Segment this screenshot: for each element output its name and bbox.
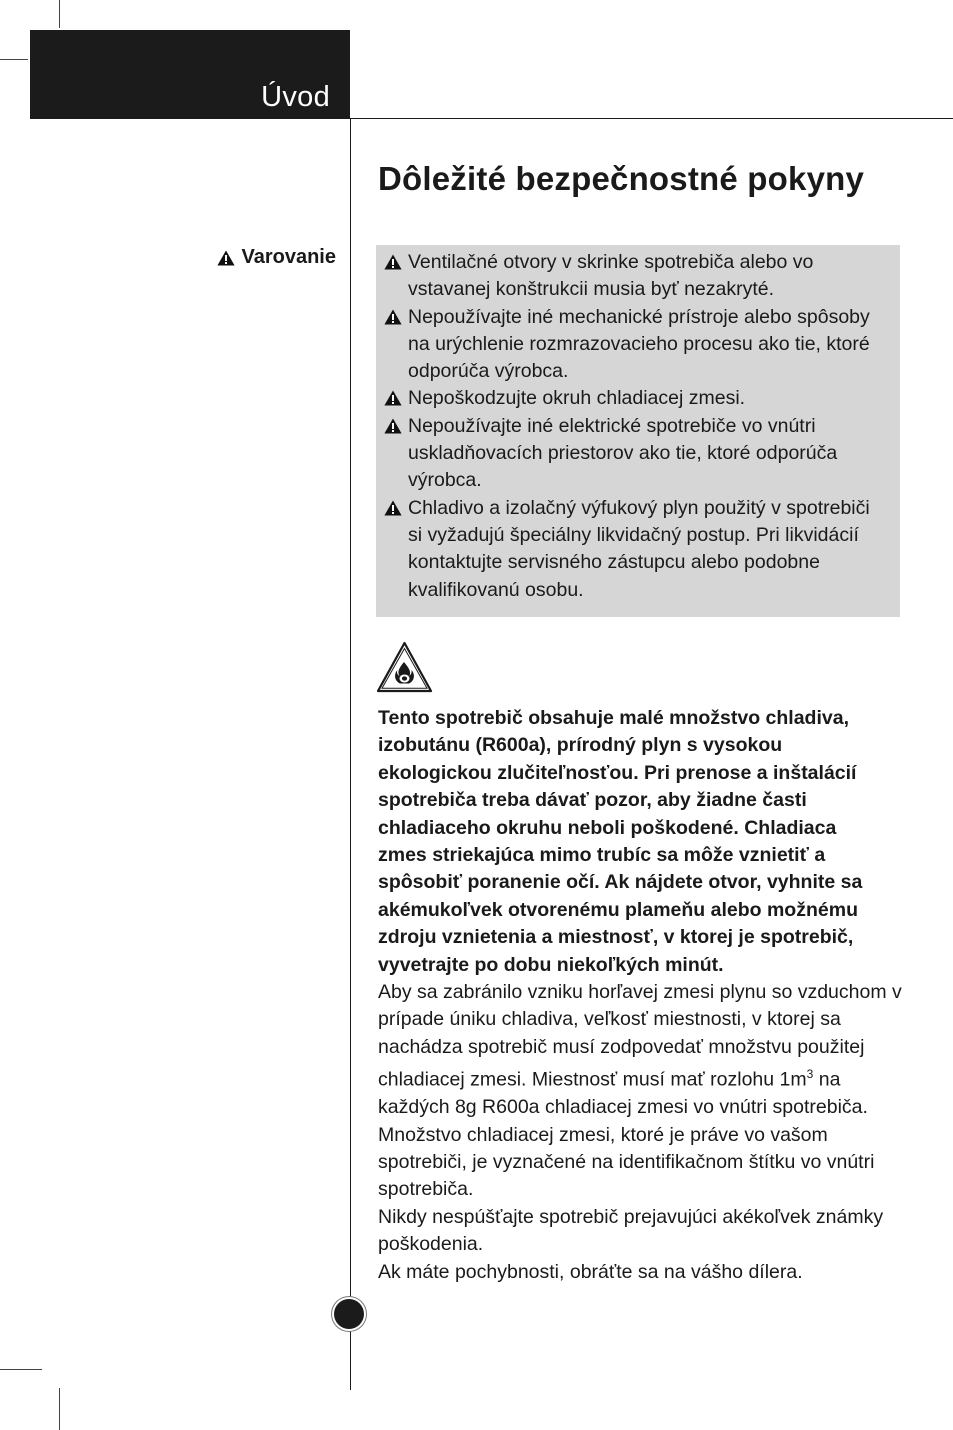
- warning-triangle-icon: [217, 250, 235, 266]
- page-marker-dot: [334, 1299, 364, 1329]
- warning-item: [382, 413, 886, 495]
- room-size-paragraph: [378, 979, 908, 1204]
- warning-item: [382, 385, 886, 412]
- page-heading: Dôležité bezpečnostné pokyny: [378, 160, 865, 197]
- warning-triangle-icon: [384, 309, 402, 325]
- cubic-exponent: 3: [806, 1067, 814, 1082]
- column-divider: [350, 118, 351, 1390]
- section-header-bar: [30, 30, 350, 118]
- warning-item-text: Chladivo a izolačný výfukový plyn použitý v spotrebiči si vyžadujú špeciálny likvidačný postup. Pri likvidácií kontaktujte servisného zástupcu alebo podobne kvalifikovanú osobu.: [408, 496, 870, 601]
- header-divider: [30, 118, 953, 119]
- warning-item-text: Ventilačné otvory v skrinke spotrebiča alebo vo vstavanej konštrukcii musia byť nezakryté.: [408, 251, 814, 301]
- warning-triangle-icon: [384, 254, 402, 270]
- warning-item-text: Nepoužívajte iné mechanické prístroje alebo spôsoby na urýchlenie rozmrazovacieho procesu ako tie, ktoré odporúča výrobca.: [408, 305, 870, 383]
- warning-list: [382, 249, 886, 604]
- warning-item: [382, 495, 886, 604]
- warning-label-text: Varovanie: [241, 246, 336, 268]
- warning-item-text: Nepoškodzujte okruh chladiacej zmesi.: [408, 387, 746, 410]
- room-size-text: Aby sa zabránilo vzniku horľavej zmesi plynu so vzduchom v prípade úniku chladiva, veľkosť miestnosti, v ktorej sa nachádza spotrebič musí zodpovedať množstvu použitej chladiacej zmesi. Miestnosť musí mať rozlohu 1m: [378, 981, 902, 1091]
- crop-mark: [0, 1369, 42, 1370]
- crop-mark: [59, 1388, 60, 1430]
- room-size-text-continued: každých 8g R600a chladiacej zmesi vo vnútri spotrebiča. Množstvo chladiacej zmesi, ktoré je práve vo vašom spotrebiči, je vyznačené na identifikačnom štítku vo vnútri spotrebiča.: [378, 1096, 875, 1201]
- damage-paragraph: Nikdy nespúšťajte spotrebič prejavujúci akékoľvek známky poškodenia.: [378, 1205, 884, 1256]
- crop-mark: [59, 0, 60, 28]
- crop-mark: [0, 59, 28, 60]
- warning-triangle-icon: [384, 418, 402, 434]
- refrigerant-warning-paragraph: Tento spotrebič obsahuje malé množstvo chladiva, izobutánu (R600a), prírodný plyn s vysokou ekologickou zlučiteľnosťou. Pri prenose a inštalácií spotrebiča treba dávať pozor, aby žiadne časti chladiaceho okruhu neboli poškodené. Chladiaca zmes striekajúca mimo trubíc sa môže vznietiť a spôsobiť poranenie očí. Ak nájdete otvor, vyhnite sa akémukoľvek otvorenému plameňu alebo možnému zdroju vznietenia a miestnosť, v ktorej je spotrebič, vyvetrajte po dobu niekoľkých minút.: [378, 707, 863, 976]
- warning-triangle-icon: [384, 390, 402, 406]
- warning-item: [382, 304, 886, 386]
- warning-label: [217, 246, 336, 269]
- warning-box: [376, 245, 900, 617]
- warning-item: [382, 249, 886, 304]
- flammable-warning-icon: [376, 641, 433, 693]
- warning-item-text: Nepoužívajte iné elektrické spotrebiče vo vnútri uskladňovacích priestorov ako tie, ktoré odporúča výrobca.: [408, 414, 838, 492]
- section-title: Úvod: [261, 81, 330, 113]
- refrigerant-info: [378, 705, 908, 1286]
- room-size-na: na: [813, 1068, 841, 1091]
- dealer-paragraph: Ak máte pochybnosti, obráťte sa na vášho dílera.: [378, 1260, 803, 1283]
- warning-triangle-icon: [384, 500, 402, 516]
